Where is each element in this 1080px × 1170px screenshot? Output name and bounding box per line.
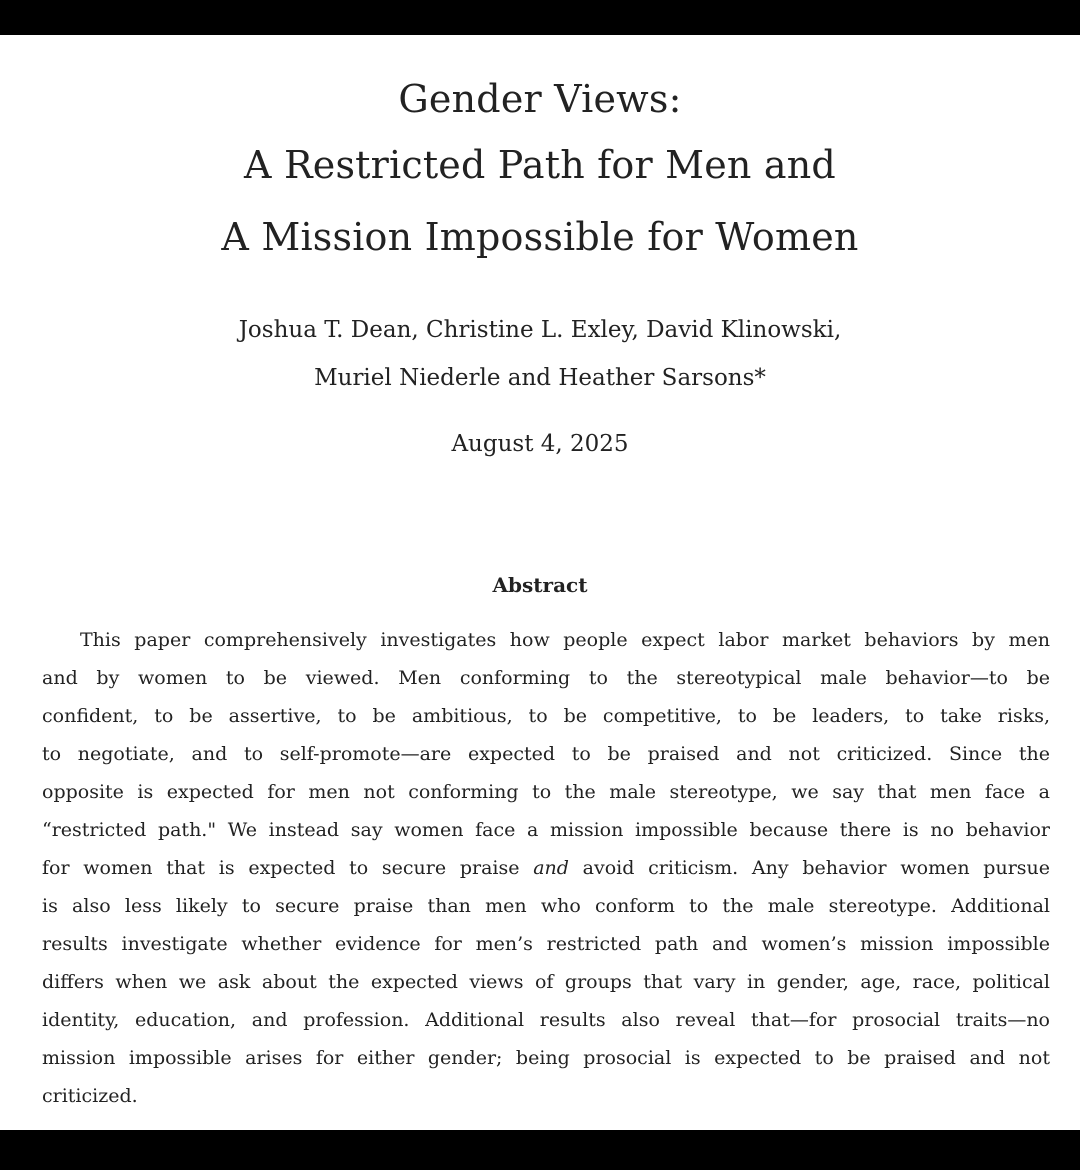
abstract-line: identity, education, and profession. Additional results also reveal that—for prosocial traits—no: [42, 1009, 1050, 1031]
abstract-line-with-italic: [42, 849, 1050, 887]
abstract-line: results investigate whether evidence for men’s restricted path and women’s mission impossible: [42, 933, 1050, 955]
abstract-line: is also less likely to secure praise than men who conform to the male stereotype. Additional: [42, 895, 1050, 917]
abstract-line-last: criticized.: [42, 1085, 138, 1107]
abstract-heading: Abstract: [492, 573, 588, 597]
abstract-body: [42, 621, 1050, 1115]
abstract-line-7-start: for women that is expected to secure praise: [42, 857, 534, 879]
paper-page: [0, 35, 1080, 1130]
abstract-line: opposite is expected for men not conforming to the male stereotype, we say that men face a: [42, 781, 1050, 803]
title-line-2: A Restricted Path for Men and: [244, 143, 836, 187]
abstract-italic-word: and: [533, 857, 569, 879]
paper-date: August 4, 2025: [451, 431, 629, 457]
abstract-line-7-end: avoid criticism. Any behavior women pursue: [568, 857, 1050, 879]
abstract-line: “restricted path." We instead say women face a mission impossible because there is no behavior: [42, 819, 1050, 841]
title-line-1: Gender Views:: [398, 77, 682, 121]
abstract-line: to negotiate, and to self-promote—are expected to be praised and not criticized. Since the: [42, 743, 1050, 765]
title-line-3: A Mission Impossible for Women: [221, 215, 859, 259]
abstract-line: mission impossible arises for either gender; being prosocial is expected to be praised and not: [42, 1047, 1050, 1069]
authors-line-1: Joshua T. Dean, Christine L. Exley, David Klinowski,: [238, 317, 842, 343]
authors-line-2: Muriel Niederle and Heather Sarsons*: [314, 365, 766, 391]
bottom-black-bar: [0, 1130, 1080, 1170]
abstract-line: differs when we ask about the expected views of groups that vary in gender, age, race, political: [42, 971, 1050, 993]
top-black-bar: [0, 0, 1080, 35]
abstract-line: This paper comprehensively investigates how people expect labor market behaviors by men: [80, 629, 1050, 651]
abstract-line: confident, to be assertive, to be ambitious, to be competitive, to be leaders, to take risks,: [42, 705, 1050, 727]
abstract-line: and by women to be viewed. Men conforming to the stereotypical male behavior—to be: [42, 667, 1050, 689]
